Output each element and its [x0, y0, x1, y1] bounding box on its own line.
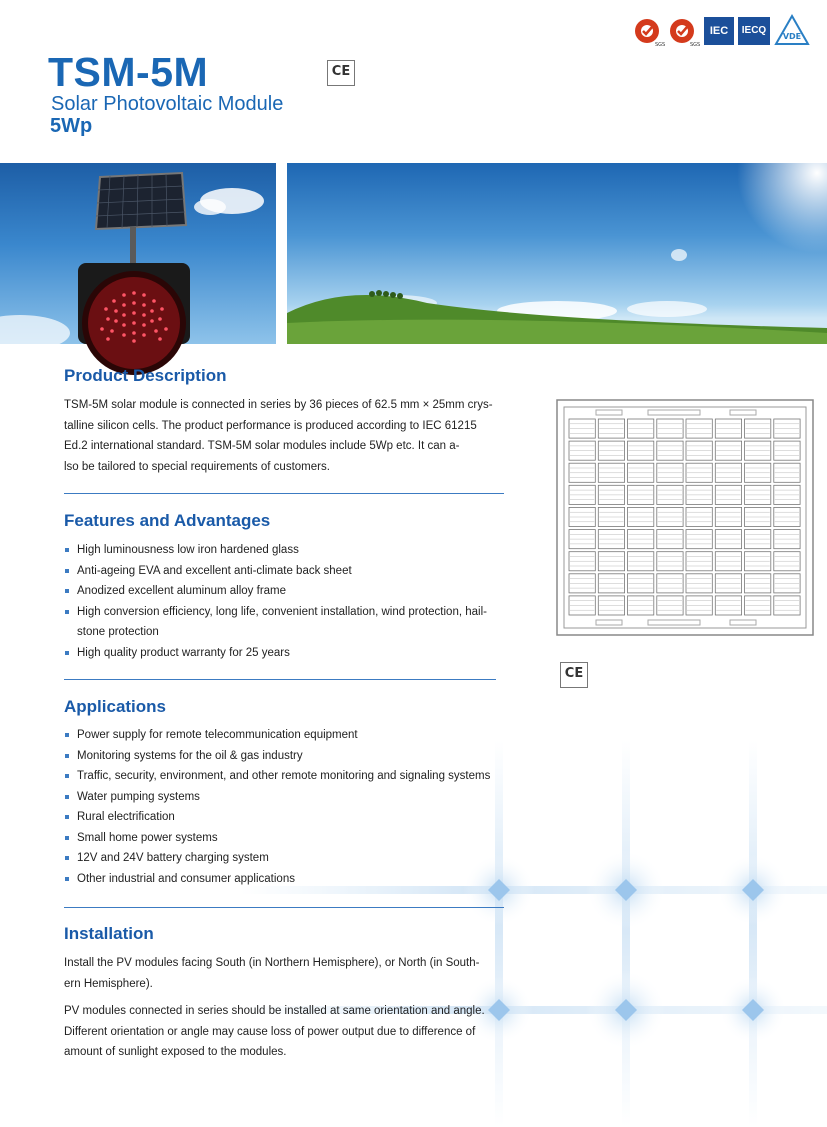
list-item: Anti-ageing EVA and excellent anti-climate back sheet — [64, 561, 504, 582]
list-item: Rural electrification — [64, 807, 514, 828]
list-item: Power supply for remote telecommunication equipment — [64, 725, 514, 746]
section-divider — [64, 907, 504, 908]
description-line: Ed.2 international standard. TSM-5M solar modules include 5Wp etc. It can a- — [64, 440, 460, 452]
installation-line: Install the PV modules facing South (in Northern Hemisphere), or North (in South- — [64, 957, 480, 969]
product-title: TSM-5M — [48, 49, 209, 95]
sgs-certification-logo — [633, 17, 666, 48]
features-heading: Features and Advantages — [64, 511, 271, 530]
sgs-logo-text: SGS — [655, 42, 666, 48]
section-divider — [64, 493, 504, 494]
description-line: talline silicon cells. The product performance is produced according to IEC 61215 — [64, 419, 477, 432]
list-item: Water pumping systems — [64, 787, 514, 808]
product-power-rating: 5Wp — [50, 115, 93, 137]
installation-paragraph-2 — [64, 1001, 504, 1063]
list-item: Other industrial and consumer applications — [64, 869, 514, 890]
iec-certification-logo: IEC — [704, 17, 734, 45]
installation-paragraph-1 — [64, 953, 504, 994]
product-subtitle: Solar Photovoltaic Module — [51, 93, 284, 115]
applications-heading: Applications — [64, 697, 167, 716]
installation-line: ern Hemisphere). — [64, 977, 153, 990]
product-description-heading: Product Description — [64, 366, 227, 385]
description-line: lso be tailored to special requirements of customers. — [64, 460, 330, 473]
list-item: Small home power systems — [64, 828, 514, 849]
installation-line: PV modules connected in series should be installed at same orientation and angle. — [64, 1005, 485, 1017]
list-item: High quality product warranty for 25 years — [64, 643, 504, 664]
list-item: Monitoring systems for the oil & gas industry — [64, 746, 514, 767]
solar-module-diagram — [556, 399, 814, 636]
traffic-light-solar-photo — [0, 163, 276, 344]
list-item: Traffic, security, environment, and other remote monitoring and signaling systems — [64, 766, 514, 787]
sgs-logo-text: SGS — [690, 42, 701, 48]
ce-mark-icon: CE — [560, 662, 588, 688]
installation-heading: Installation — [64, 924, 154, 943]
list-item-continuation: stone protection — [77, 626, 159, 638]
iecq-certification-logo: IECQ — [738, 17, 770, 45]
vde-certification-logo — [774, 14, 810, 48]
section-divider — [64, 679, 496, 680]
installation-line: amount of sunlight exposed to the modules. — [64, 1046, 287, 1058]
features-list — [64, 540, 504, 663]
sgs-certification-logo — [668, 17, 701, 48]
list-item: Anodized excellent aluminum alloy frame — [64, 581, 504, 602]
applications-list — [64, 725, 514, 889]
vde-logo-text: VDE — [782, 32, 802, 41]
list-item: 12V and 24V battery charging system — [64, 848, 514, 869]
sky-landscape-photo — [287, 163, 827, 344]
ce-mark-icon: CE — [327, 60, 355, 86]
installation-line: Different orientation or angle may cause loss of power output due to difference of — [64, 1025, 476, 1038]
list-item: High luminousness low iron hardened glass — [64, 540, 504, 561]
list-item: High conversion efficiency, long life, convenient installation, wind protection, hail- — [64, 602, 504, 623]
product-description-text — [64, 395, 504, 477]
description-line: TSM-5M solar module is connected in series by 36 pieces of 62.5 mm × 25mm crys- — [64, 399, 493, 411]
